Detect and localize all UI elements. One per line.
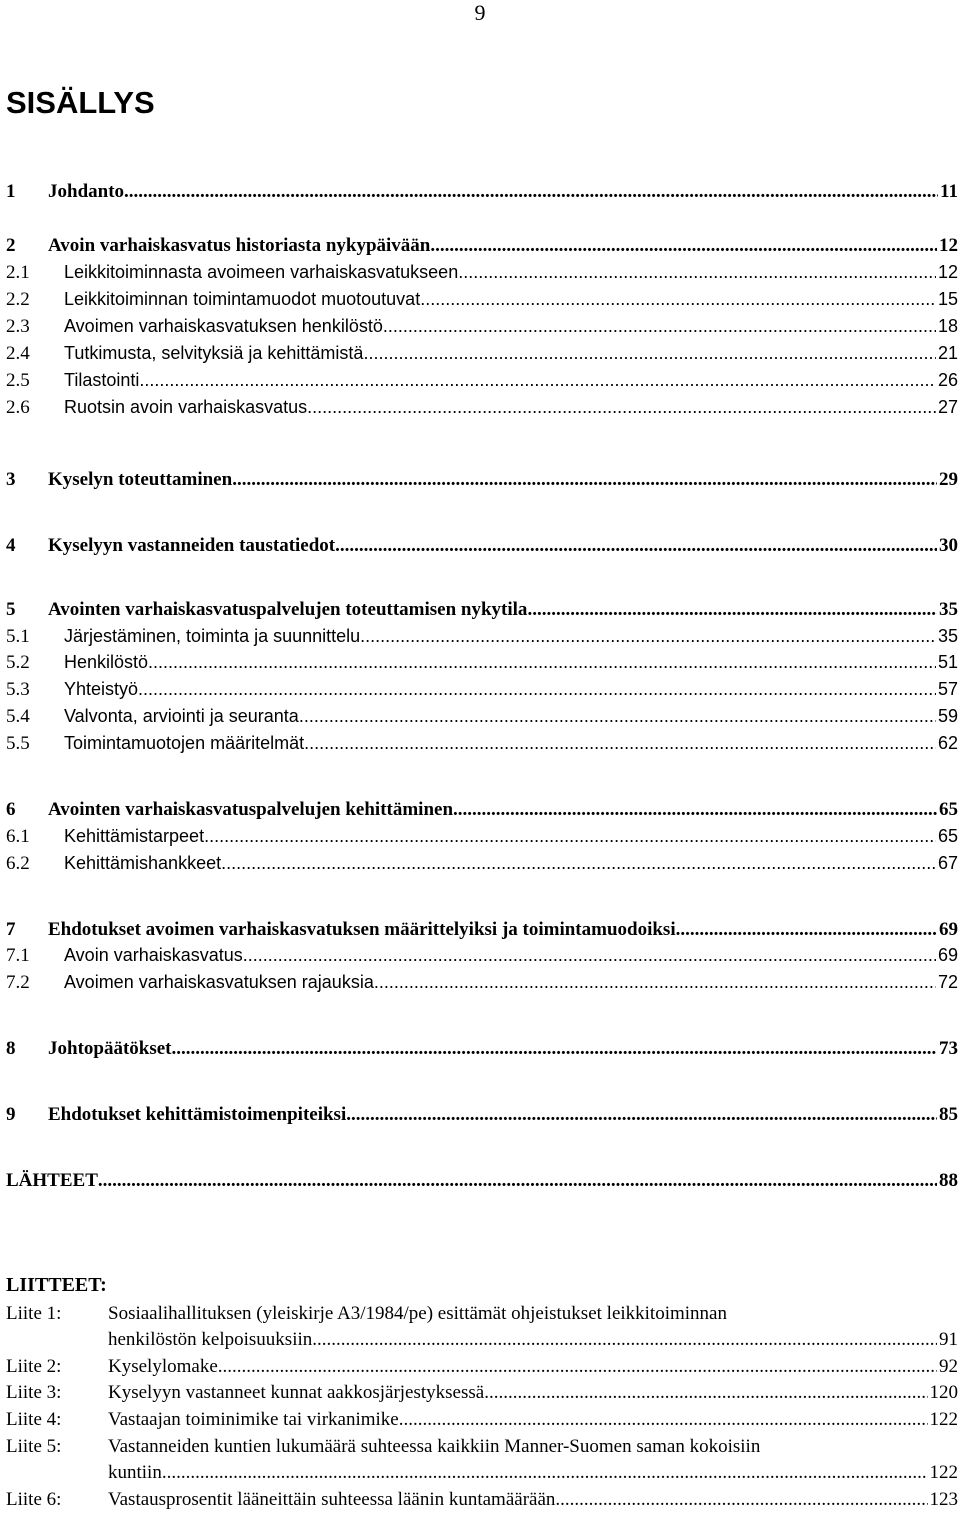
toc-entry-page: 69 bbox=[937, 945, 958, 965]
toc-entry-number: 5 bbox=[6, 599, 16, 620]
toc-entry-title: Järjestäminen, toiminta ja suunnittelu bbox=[64, 626, 361, 646]
toc-entry-number: 2.2 bbox=[6, 289, 30, 310]
toc-dot-leader bbox=[420, 286, 936, 313]
toc-entry[interactable] bbox=[6, 703, 958, 730]
toc-entry-page: 73 bbox=[939, 1038, 958, 1059]
appendix-label: Liite 6: bbox=[6, 1489, 62, 1510]
toc-entry[interactable] bbox=[6, 232, 958, 259]
appendix-label: Liite 3: bbox=[6, 1382, 62, 1403]
toc-dot-leader bbox=[124, 178, 938, 205]
toc-entry[interactable] bbox=[6, 649, 958, 676]
toc-entry-page: 62 bbox=[937, 733, 958, 753]
toc-entry-number: 7.2 bbox=[6, 972, 30, 993]
toc-entry-page: 57 bbox=[937, 679, 958, 699]
appendix-page: 123 bbox=[929, 1489, 958, 1510]
appendix-dot-leader bbox=[162, 1460, 928, 1486]
toc-entry-page: 30 bbox=[939, 535, 958, 556]
toc-entry-number: 2 bbox=[6, 235, 16, 256]
appendix-dot-leader bbox=[555, 1487, 927, 1513]
appendix-title-line: Vastausprosentit lääneittäin suhteessa läänin kuntamäärään bbox=[108, 1489, 556, 1510]
toc-entry-page: 88 bbox=[939, 1170, 958, 1191]
toc-entry-title: Avointen varhaiskasvatuspalvelujen kehittäminen bbox=[48, 799, 454, 820]
toc-entry-title: Kyselyn toteuttaminen bbox=[48, 469, 233, 490]
toc-entry-title: Kyselyyn vastanneiden taustatiedot bbox=[48, 535, 336, 556]
toc-dot-leader bbox=[346, 1101, 937, 1128]
appendix-label: Liite 1: bbox=[6, 1303, 62, 1324]
toc-entry-title: Leikkitoiminnasta avoimeen varhaiskasvatukseen bbox=[64, 262, 459, 282]
toc-entry[interactable] bbox=[6, 1035, 958, 1062]
toc-dot-leader bbox=[299, 703, 936, 730]
toc-entry[interactable] bbox=[6, 367, 958, 394]
toc-entry-title: Kehittämishankkeet bbox=[64, 853, 222, 873]
appendix-page: 92 bbox=[939, 1356, 958, 1377]
appendix-page: 122 bbox=[929, 1409, 958, 1430]
toc-entry[interactable] bbox=[6, 286, 958, 313]
appendix-title-line: Vastanneiden kuntien lukumäärä suhteessa kaikkiin Manner-Suomen saman kokoisiin bbox=[108, 1436, 761, 1457]
appendix-title-line: Sosiaalihallituksen (yleiskirje A3/1984/pe) esittämät ohjeistukset leikkitoiminnan bbox=[108, 1303, 727, 1324]
toc-entry[interactable] bbox=[6, 466, 958, 493]
toc-entry-number: 5.2 bbox=[6, 652, 30, 673]
toc-entry-number: 9 bbox=[6, 1104, 16, 1125]
toc-entry-title: Yhteistyö bbox=[64, 679, 139, 699]
appendix-page: 91 bbox=[939, 1329, 958, 1350]
toc-dot-leader bbox=[304, 730, 936, 757]
toc-entry[interactable] bbox=[6, 676, 958, 703]
toc-entry-page: 35 bbox=[937, 626, 958, 646]
toc-entry-title: Johdanto bbox=[48, 181, 125, 202]
toc-entry-page: 59 bbox=[937, 706, 958, 726]
toc-entry-number: 5.4 bbox=[6, 706, 30, 727]
toc-entry-page: 72 bbox=[937, 972, 958, 992]
toc-entry-number: 6 bbox=[6, 799, 16, 820]
toc-entry-page: 18 bbox=[937, 316, 958, 336]
toc-entry-number: 3 bbox=[6, 469, 16, 490]
toc-entry-title: Toimintamuotojen määritelmät bbox=[64, 733, 305, 753]
toc-entry[interactable] bbox=[6, 850, 958, 877]
appendix-title-line: Vastaajan toiminimike tai virkanimike bbox=[108, 1409, 399, 1430]
toc-dot-leader bbox=[453, 796, 937, 823]
toc-entry-title: Ehdotukset avoimen varhaiskasvatuksen määrittelyiksi ja toimintamuodoiksi bbox=[48, 919, 676, 940]
toc-entry-title: Valvonta, arviointi ja seuranta bbox=[64, 706, 299, 726]
toc-entry-page: 65 bbox=[939, 799, 958, 820]
toc-entry-title: Avoimen varhaiskasvatuksen rajauksia bbox=[64, 972, 374, 992]
appendix-page: 120 bbox=[929, 1382, 958, 1403]
toc-dot-leader bbox=[148, 649, 936, 676]
toc-dot-leader bbox=[98, 1167, 937, 1194]
appendix-page: 122 bbox=[929, 1462, 958, 1483]
toc-entry-title: Johtopäätökset bbox=[48, 1038, 172, 1059]
toc-entry[interactable] bbox=[6, 313, 958, 340]
toc-dot-leader bbox=[360, 623, 936, 650]
toc-entry-number: 8 bbox=[6, 1038, 16, 1059]
toc-entry-page: 15 bbox=[937, 289, 958, 309]
toc-entry-number: 2.4 bbox=[6, 343, 30, 364]
toc-dot-leader bbox=[383, 313, 936, 340]
appendix-label: Liite 5: bbox=[6, 1436, 62, 1457]
toc-entry-title: Leikkitoiminnan toimintamuodot muotoutuvat bbox=[64, 289, 421, 309]
toc-dot-leader bbox=[363, 340, 936, 367]
toc-entry[interactable] bbox=[6, 942, 958, 969]
toc-entry-number: 2.5 bbox=[6, 370, 30, 391]
appendix-title-line: kuntiin bbox=[108, 1462, 162, 1483]
toc-entry[interactable] bbox=[6, 916, 958, 943]
toc-entry-number: 1 bbox=[6, 181, 16, 202]
toc-dot-leader bbox=[232, 466, 937, 493]
toc-entry[interactable] bbox=[6, 796, 958, 823]
toc-entry-page: 29 bbox=[939, 469, 958, 490]
toc-entry[interactable] bbox=[6, 596, 958, 623]
toc-entry[interactable] bbox=[6, 623, 958, 650]
appendix-dot-leader bbox=[312, 1327, 937, 1353]
toc-dot-leader bbox=[243, 942, 936, 969]
toc-entry-title: Avoin varhaiskasvatus bbox=[64, 945, 243, 965]
toc-entry-page: 12 bbox=[939, 235, 958, 256]
toc-entry-page: 35 bbox=[939, 599, 958, 620]
toc-entry-title: Avoimen varhaiskasvatuksen henkilöstö bbox=[64, 316, 383, 336]
appendix-heading: LIITTEET: bbox=[6, 1274, 107, 1296]
toc-dot-leader bbox=[139, 367, 936, 394]
toc-entry-page: 65 bbox=[937, 826, 958, 846]
toc-entry-title: Tutkimusta, selvityksiä ja kehittämistä bbox=[64, 343, 364, 363]
toc-entry-title: Ruotsin avoin varhaiskasvatus bbox=[64, 397, 308, 417]
page-number: 9 bbox=[474, 0, 486, 25]
toc-entry-title: Avointen varhaiskasvatuspalvelujen toteuttamisen nykytila bbox=[48, 599, 528, 620]
appendix-label: Liite 2: bbox=[6, 1356, 62, 1377]
toc-entry-page: 26 bbox=[937, 370, 958, 390]
toc-entry-title: Ehdotukset kehittämistoimenpiteiksi bbox=[48, 1104, 347, 1125]
toc-dot-leader bbox=[204, 823, 936, 850]
toc-entry-number: 6.2 bbox=[6, 853, 30, 874]
toc-entry-number: 2.3 bbox=[6, 316, 30, 337]
toc-dot-leader bbox=[138, 676, 936, 703]
toc-entry-number: 4 bbox=[6, 535, 16, 556]
toc-entry[interactable] bbox=[6, 259, 958, 286]
toc-entry-number: 5.3 bbox=[6, 679, 30, 700]
toc-dot-leader bbox=[335, 532, 937, 559]
toc-entry[interactable] bbox=[6, 1101, 958, 1128]
toc-entry-title: Kehittämistarpeet bbox=[64, 826, 205, 846]
appendix-title-line: Kyselylomake bbox=[108, 1356, 218, 1377]
appendix-title-line: Kyselyyn vastanneet kunnat aakkosjärjestyksessä bbox=[108, 1382, 485, 1403]
toc-entry-number: 7 bbox=[6, 919, 16, 940]
toc-entry[interactable] bbox=[6, 1167, 958, 1194]
toc-entry-title: Henkilöstö bbox=[64, 652, 149, 672]
toc-entry-page: 21 bbox=[937, 343, 958, 363]
toc-dot-leader bbox=[676, 916, 937, 943]
appendix-dot-leader bbox=[399, 1407, 928, 1433]
toc-entry[interactable] bbox=[6, 340, 958, 367]
toc-entry[interactable] bbox=[6, 969, 958, 996]
toc-entry-title: Tilastointi bbox=[64, 370, 140, 390]
toc-entry-number: 5.1 bbox=[6, 626, 30, 647]
appendix-dot-leader bbox=[484, 1380, 927, 1406]
toc-entry-title: Avoin varhaiskasvatus historiasta nykypäivään bbox=[48, 235, 431, 256]
appendix-title-line: henkilöstön kelpoisuuksiin bbox=[108, 1329, 313, 1350]
toc-entry[interactable] bbox=[6, 823, 958, 850]
toc-entry-page: 69 bbox=[939, 919, 958, 940]
toc-entry-page: 27 bbox=[937, 397, 958, 417]
toc-entry-page: 11 bbox=[940, 181, 958, 202]
toc-dot-leader bbox=[374, 969, 936, 996]
toc-entry[interactable] bbox=[6, 394, 958, 421]
toc-dot-leader bbox=[527, 596, 937, 623]
toc-dot-leader bbox=[458, 259, 936, 286]
toc-entry-page: 51 bbox=[937, 652, 958, 672]
appendix-label: Liite 4: bbox=[6, 1409, 62, 1430]
toc-entry-number: 2.1 bbox=[6, 262, 30, 283]
toc-entry[interactable] bbox=[6, 178, 958, 205]
toc-entry-title: LÄHTEET bbox=[6, 1170, 98, 1191]
toc-entry-number: 6.1 bbox=[6, 826, 30, 847]
toc-entry-page: 85 bbox=[939, 1104, 958, 1125]
toc-dot-leader bbox=[172, 1035, 937, 1062]
toc-entry[interactable] bbox=[6, 730, 958, 757]
toc-dot-leader bbox=[221, 850, 936, 877]
toc-heading: SISÄLLYS bbox=[6, 85, 155, 120]
toc-entry-number: 5.5 bbox=[6, 733, 30, 754]
toc-entry-number: 2.6 bbox=[6, 397, 30, 418]
appendix-dot-leader bbox=[218, 1354, 937, 1380]
toc-dot-leader bbox=[307, 394, 936, 421]
toc-entry-page: 12 bbox=[937, 262, 958, 282]
toc-entry[interactable] bbox=[6, 532, 958, 559]
toc-entry-number: 7.1 bbox=[6, 945, 30, 966]
toc-dot-leader bbox=[430, 232, 937, 259]
toc-entry-page: 67 bbox=[937, 853, 958, 873]
